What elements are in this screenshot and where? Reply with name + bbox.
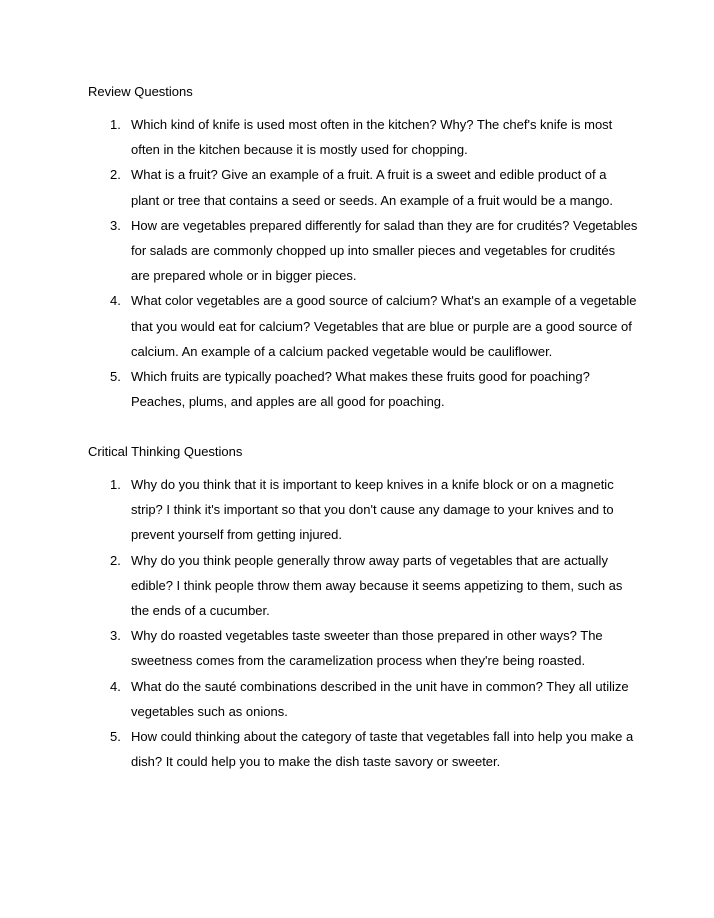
question-text-line: What color vegetables are a good source of calcium? What's an example of a vegetable [131,293,637,309]
question-number: 4. [110,293,121,309]
critical-thinking-list [0,472,633,774]
question-text-line: prevent yourself from getting injured. [131,527,342,543]
review-questions-list [0,112,637,414]
question-item [0,364,637,414]
question-text-line: plant or tree that contains a seed or seeds. An example of a fruit would be a mango. [131,192,614,208]
question-text-line: Peaches, plums, and apples are all good for poaching. [131,394,445,410]
question-text-line: that you would eat for calcium? Vegetables that are blue or purple are a good source of [131,318,632,334]
question-text-line: Which kind of knife is used most often in the kitchen? Why? The chef's knife is most [131,117,613,132]
question-text-line: for salads are commonly chopped up into smaller pieces and vegetables for crudités [131,243,616,259]
question-item [0,548,633,624]
question-item [0,213,637,289]
question-text-line: dish? It could help you to make the dish taste savory or sweeter. [131,754,501,770]
question-item [0,288,637,364]
question-text-line: Why do you think people generally throw away parts of vegetables that are actually [131,552,608,568]
question-text-line: edible? I think people throw them away because it seems appetizing to them, such as [131,577,623,593]
question-text-line: Why do you think that it is important to keep knives in a knife block or on a magnetic [131,477,614,492]
question-text-line: vegetables such as onions. [131,703,288,719]
question-number: 1. [110,117,121,132]
question-item [0,472,633,548]
question-text-line: Which fruits are typically poached? What makes these fruits good for poaching? [131,369,590,385]
question-text-line: often in the kitchen because it is mostly used for chopping. [131,142,468,158]
question-text-line: strip? I think it's important so that you don't cause any damage to your knives and to [131,502,614,518]
question-text-line: Why do roasted vegetables taste sweeter than those prepared in other ways? The [131,628,603,644]
question-number: 2. [110,167,121,183]
critical-thinking-heading: Critical Thinking Questions [88,444,243,459]
question-text-line: are prepared whole or in bigger pieces. [131,268,357,284]
question-item [0,674,633,724]
question-text-line: sweetness comes from the caramelization process when they're being roasted. [131,653,586,669]
question-number: 5. [110,369,121,385]
question-number: 2. [110,552,121,568]
question-text-line: How could thinking about the category of taste that vegetables fall into help you make a [131,729,634,745]
question-text-line: What is a fruit? Give an example of a fruit. A fruit is a sweet and edible product of a [131,167,607,183]
question-number: 5. [110,729,121,745]
question-item [0,623,633,673]
question-number: 3. [110,628,121,644]
question-item [0,112,637,162]
question-text-line: How are vegetables prepared differently for salad than they are for crudités? Vegetables [131,217,638,233]
question-number: 1. [110,477,121,492]
question-text-line: calcium. An example of a calcium packed vegetable would be cauliflower. [131,343,553,359]
question-number: 3. [110,217,121,233]
question-text-line: the ends of a cucumber. [131,603,270,619]
question-number: 4. [110,678,121,694]
question-text-line: What do the sauté combinations described in the unit have in common? They all utilize [131,678,629,694]
question-item [0,724,633,774]
question-item [0,162,637,212]
review-questions-heading: Review Questions [88,84,193,99]
